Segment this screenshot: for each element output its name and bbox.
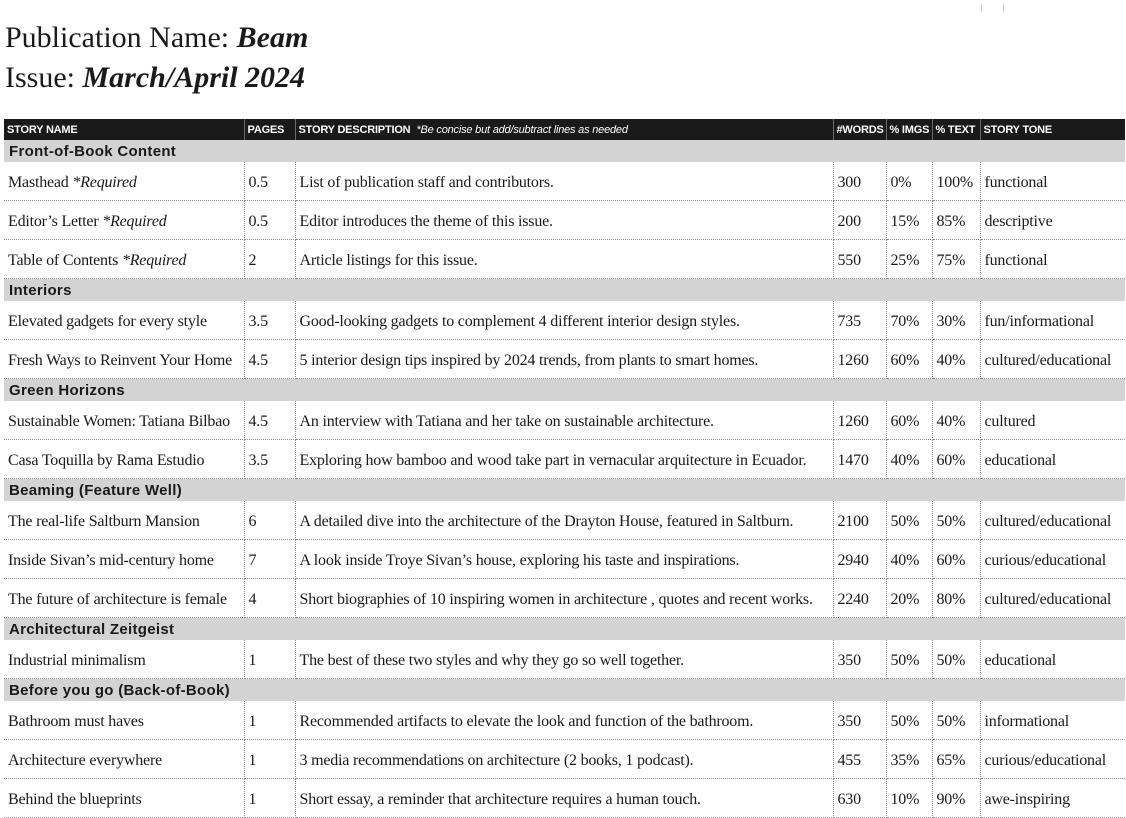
table-row [4, 162, 1125, 201]
story-name-cell [4, 579, 244, 618]
section-header-row [4, 279, 1125, 302]
words-cell: 550 [833, 240, 886, 279]
story-plan-table [4, 119, 1125, 818]
table-row [4, 740, 1125, 779]
imgs-percent-cell: 35% [886, 740, 932, 779]
section-title: Front-of-Book Content [4, 140, 1125, 162]
text-percent-cell: 100% [932, 162, 980, 201]
pages-cell: 0.5 [244, 162, 295, 201]
imgs-percent-cell: 40% [886, 540, 932, 579]
table-row [4, 240, 1125, 279]
story-name-cell [4, 779, 244, 818]
imgs-percent-cell: 20% [886, 579, 932, 618]
section-title: Green Horizons [4, 379, 1125, 402]
words-cell: 1470 [833, 440, 886, 479]
story-tone-cell: cultured/educational [980, 340, 1125, 379]
text-percent-cell: 80% [932, 579, 980, 618]
story-description-cell: Article listings for this issue. [295, 240, 833, 279]
words-cell: 350 [833, 701, 886, 740]
story-name-cell [4, 340, 244, 379]
publication-header [5, 18, 308, 98]
story-description-cell: Editor introduces the theme of this issue. [295, 201, 833, 240]
story-tone-cell: fun/informational [980, 301, 1125, 340]
imgs-percent-cell: 50% [886, 701, 932, 740]
story-name-cell [4, 740, 244, 779]
pages-cell: 7 [244, 540, 295, 579]
text-percent-cell: 50% [932, 501, 980, 540]
words-cell: 1260 [833, 401, 886, 440]
table-body [4, 140, 1125, 818]
story-name-cell [4, 162, 244, 201]
story-name-text: The future of architecture is female [8, 591, 227, 608]
publication-name-value: Beam [236, 21, 309, 54]
words-cell: 1260 [833, 340, 886, 379]
text-percent-cell: 90% [932, 779, 980, 818]
story-tone-cell: descriptive [980, 201, 1125, 240]
story-name-text: Fresh Ways to Reinvent Your Home [8, 352, 233, 369]
corner-crop-mark [981, 4, 982, 12]
table-row [4, 501, 1125, 540]
words-cell: 630 [833, 779, 886, 818]
story-tone-cell: informational [980, 701, 1125, 740]
section-title: Before you go (Back-of-Book) [4, 679, 1125, 702]
story-name-text: Sustainable Women: Tatiana Bilbao [8, 413, 230, 430]
table-row [4, 579, 1125, 618]
story-name-text: Editor’s Letter [8, 213, 99, 230]
pages-cell: 0.5 [244, 201, 295, 240]
imgs-percent-cell: 10% [886, 779, 932, 818]
story-name-cell [4, 501, 244, 540]
required-marker: *Required [72, 174, 137, 191]
story-name-cell [4, 440, 244, 479]
story-tone-cell: cultured [980, 401, 1125, 440]
imgs-percent-cell: 15% [886, 201, 932, 240]
story-description-cell: Good-looking gadgets to complement 4 different interior design styles. [295, 301, 833, 340]
story-description-cell: Recommended artifacts to elevate the look and function of the bathroom. [295, 701, 833, 740]
col-header-tone: STORY TONE [980, 119, 1125, 140]
story-description-cell: Short biographies of 10 inspiring women in architecture , quotes and recent works. [295, 579, 833, 618]
words-cell: 735 [833, 301, 886, 340]
col-header-story-name: STORY NAME [4, 119, 244, 140]
story-name-text: Masthead [8, 174, 69, 191]
story-name-text: Industrial minimalism [8, 652, 146, 669]
imgs-percent-cell: 60% [886, 340, 932, 379]
publication-name-line [5, 18, 308, 58]
col-header-pages: PAGES [244, 119, 295, 140]
story-tone-cell: curious/educational [980, 740, 1125, 779]
words-cell: 2940 [833, 540, 886, 579]
text-percent-cell: 75% [932, 240, 980, 279]
story-tone-cell: educational [980, 440, 1125, 479]
issue-line [5, 58, 308, 98]
issue-value: March/April 2024 [82, 61, 306, 94]
story-description-cell: The best of these two styles and why they go so well together. [295, 640, 833, 679]
description-note: *Be concise but add/subtract lines as needed [416, 123, 628, 136]
story-tone-cell: cultured/educational [980, 501, 1125, 540]
story-name-text: Casa Toquilla by Rama Estudio [8, 452, 205, 469]
pages-cell: 1 [244, 701, 295, 740]
story-tone-cell: educational [980, 640, 1125, 679]
story-description-cell: A detailed dive into the architecture of the Drayton House, featured in Saltburn. [295, 501, 833, 540]
story-tone-cell: cultured/educational [980, 579, 1125, 618]
story-description-cell: Short essay, a reminder that architecture requires a human touch. [295, 779, 833, 818]
section-title: Interiors [4, 279, 1125, 302]
story-name-text: The real-life Saltburn Mansion [8, 513, 200, 530]
publication-name-label: Publication Name: [5, 21, 230, 54]
words-cell: 300 [833, 162, 886, 201]
text-percent-cell: 65% [932, 740, 980, 779]
required-marker: *Required [121, 252, 187, 269]
section-header-row [4, 479, 1125, 502]
story-tone-cell: functional [980, 240, 1125, 279]
story-name-cell [4, 640, 244, 679]
pages-cell: 3.5 [244, 440, 295, 479]
issue-label: Issue: [5, 61, 75, 94]
section-header-row [4, 140, 1125, 162]
table-header-row [4, 119, 1125, 140]
section-title: Beaming (Feature Well) [4, 479, 1125, 502]
story-tone-cell: functional [980, 162, 1125, 201]
story-description-cell: A look inside Troye Sivan’s house, exploring his taste and inspirations. [295, 540, 833, 579]
story-name-text: Inside Sivan’s mid-century home [8, 552, 214, 569]
imgs-percent-cell: 0% [886, 162, 932, 201]
table-row [4, 701, 1125, 740]
section-title: Architectural Zeitgeist [4, 618, 1125, 641]
story-name-text: Behind the blueprints [8, 791, 142, 808]
words-cell: 455 [833, 740, 886, 779]
col-header-story-description [295, 119, 833, 140]
pages-cell: 3.5 [244, 301, 295, 340]
pages-cell: 4.5 [244, 340, 295, 379]
words-cell: 2100 [833, 501, 886, 540]
imgs-percent-cell: 70% [886, 301, 932, 340]
table-row [4, 201, 1125, 240]
section-header-row [4, 618, 1125, 641]
pages-cell: 4.5 [244, 401, 295, 440]
pages-cell: 6 [244, 501, 295, 540]
col-header-imgs: % IMGS [886, 119, 932, 140]
story-description-cell: List of publication staff and contributors. [295, 162, 833, 201]
words-cell: 350 [833, 640, 886, 679]
text-percent-cell: 50% [932, 701, 980, 740]
col-header-words: #WORDS [833, 119, 886, 140]
table-row [4, 401, 1125, 440]
story-description-cell: An interview with Tatiana and her take on sustainable architecture. [295, 401, 833, 440]
text-percent-cell: 30% [932, 301, 980, 340]
col-header-text: % TEXT [932, 119, 980, 140]
story-description-cell: Exploring how bamboo and wood take part in vernacular arquitecture in Ecuador. [295, 440, 833, 479]
story-name-cell [4, 301, 244, 340]
text-percent-cell: 50% [932, 640, 980, 679]
story-tone-cell: awe-inspiring [980, 779, 1125, 818]
col-header-story-description-label: STORY DESCRIPTION [298, 123, 411, 136]
imgs-percent-cell: 50% [886, 501, 932, 540]
story-description-cell: 5 interior design tips inspired by 2024 trends, from plants to smart homes. [295, 340, 833, 379]
required-marker: *Required [102, 213, 167, 230]
imgs-percent-cell: 25% [886, 240, 932, 279]
story-name-text: Elevated gadgets for every style [8, 313, 207, 330]
story-name-cell [4, 701, 244, 740]
table-row [4, 340, 1125, 379]
table-row [4, 540, 1125, 579]
text-percent-cell: 60% [932, 440, 980, 479]
table-row [4, 640, 1125, 679]
pages-cell: 4 [244, 579, 295, 618]
text-percent-cell: 40% [932, 340, 980, 379]
imgs-percent-cell: 50% [886, 640, 932, 679]
story-name-cell [4, 540, 244, 579]
text-percent-cell: 60% [932, 540, 980, 579]
text-percent-cell: 40% [932, 401, 980, 440]
story-name-cell [4, 201, 244, 240]
story-name-text: Architecture everywhere [8, 752, 162, 769]
corner-crop-mark [1003, 4, 1004, 12]
section-header-row [4, 379, 1125, 402]
words-cell: 2240 [833, 579, 886, 618]
imgs-percent-cell: 40% [886, 440, 932, 479]
pages-cell: 1 [244, 740, 295, 779]
imgs-percent-cell: 60% [886, 401, 932, 440]
story-name-text: Bathroom must haves [8, 713, 144, 730]
table-row [4, 440, 1125, 479]
story-name-cell [4, 240, 244, 279]
text-percent-cell: 85% [932, 201, 980, 240]
words-cell: 200 [833, 201, 886, 240]
story-name-text: Table of Contents [8, 252, 119, 269]
section-header-row [4, 679, 1125, 702]
table-row [4, 301, 1125, 340]
story-name-cell [4, 401, 244, 440]
pages-cell: 2 [244, 240, 295, 279]
table-row [4, 779, 1125, 818]
pages-cell: 1 [244, 640, 295, 679]
pages-cell: 1 [244, 779, 295, 818]
story-description-cell: 3 media recommendations on architecture (2 books, 1 podcast). [295, 740, 833, 779]
story-tone-cell: curious/educational [980, 540, 1125, 579]
